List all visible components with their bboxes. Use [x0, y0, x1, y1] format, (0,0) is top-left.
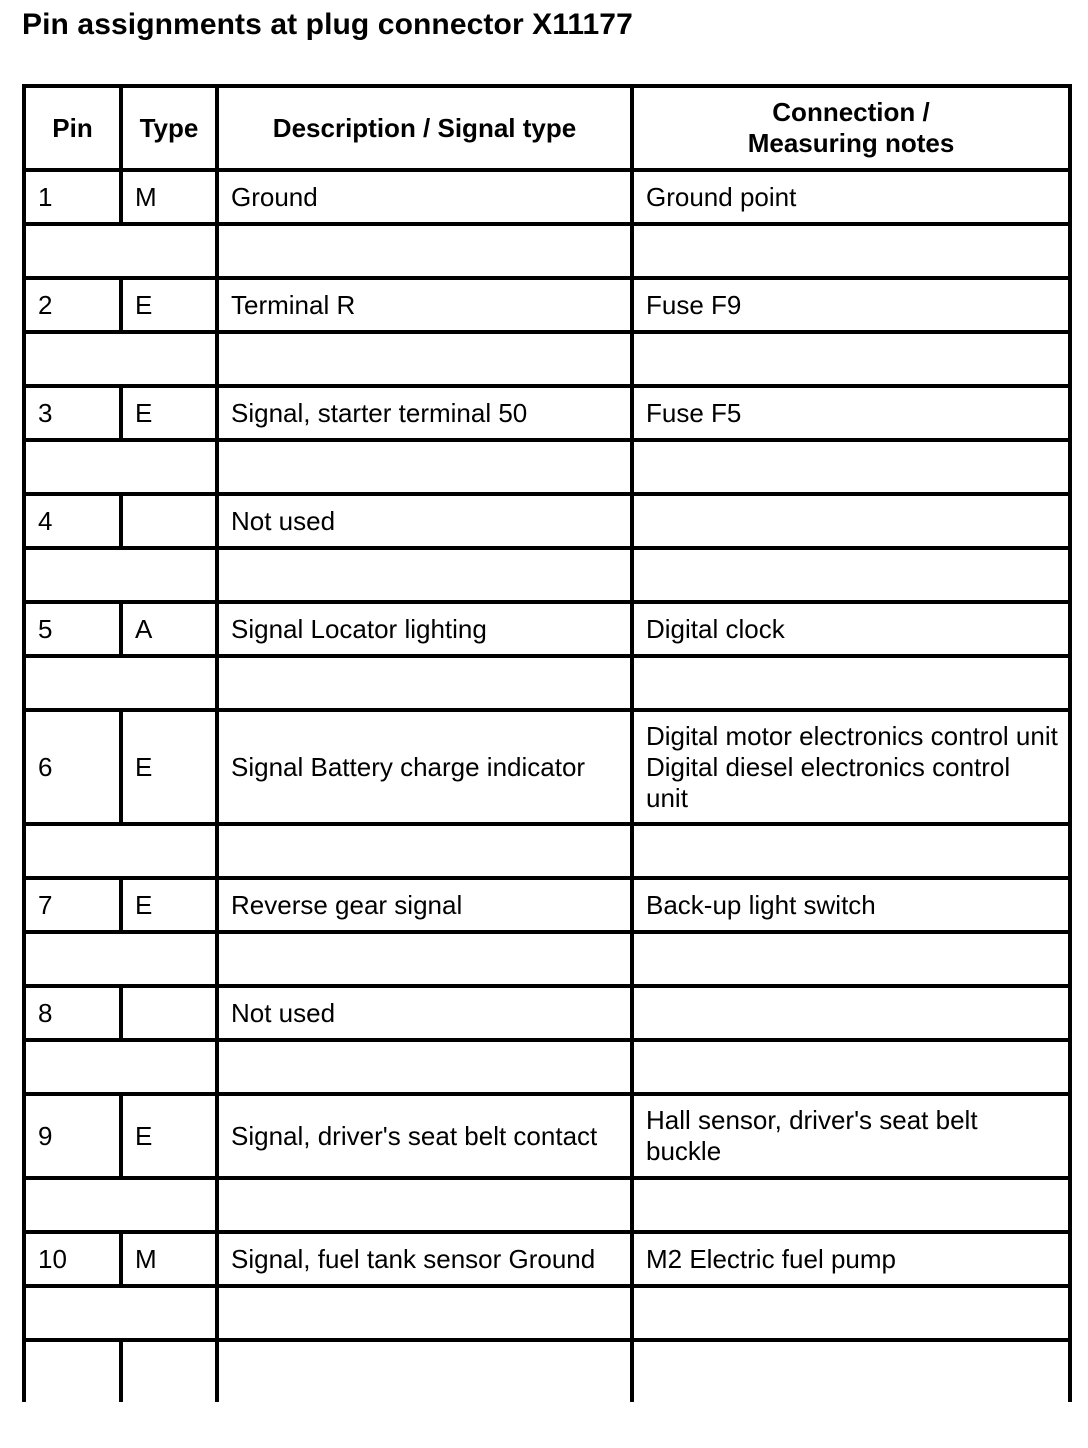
table-row	[24, 386, 1070, 440]
description-cell: Reverse gear signal	[217, 878, 632, 932]
pin-cell: 1	[24, 170, 121, 224]
spacer-cell	[632, 332, 1070, 386]
spacer-cell	[24, 932, 217, 986]
pin-cell: 5	[24, 602, 121, 656]
spacer-row	[24, 440, 1070, 494]
connection-cell: Digital clock	[632, 602, 1070, 656]
spacer-cell	[632, 656, 1070, 710]
spacer-cell	[632, 1178, 1070, 1232]
table-row	[24, 1094, 1070, 1178]
type-cell: M	[121, 1232, 217, 1286]
pin-cell: 3	[24, 386, 121, 440]
spacer-cell	[24, 1178, 217, 1232]
description-cell: Signal Battery charge indicator	[217, 710, 632, 824]
pin-cell: 4	[24, 494, 121, 548]
connection-cell: Hall sensor, driver's seat belt buckle	[632, 1094, 1070, 1178]
pin-cell: 8	[24, 986, 121, 1040]
spacer-cell	[217, 1040, 632, 1094]
table-row	[24, 986, 1070, 1040]
spacer-cell	[24, 224, 217, 278]
pin-cell: 2	[24, 278, 121, 332]
spacer-cell	[217, 440, 632, 494]
spacer-row	[24, 932, 1070, 986]
spacer-cell	[217, 332, 632, 386]
spacer-cell	[217, 932, 632, 986]
spacer-cell	[632, 932, 1070, 986]
table-row	[24, 710, 1070, 824]
type-cell: A	[121, 602, 217, 656]
spacer-cell	[217, 824, 632, 878]
connection-cell: Fuse F5	[632, 386, 1070, 440]
description-cell: Not used	[217, 986, 632, 1040]
table-row	[24, 1232, 1070, 1286]
spacer-cell	[632, 824, 1070, 878]
connection-cell: Fuse F9	[632, 278, 1070, 332]
spacer-cell	[24, 440, 217, 494]
spacer-cell	[632, 1286, 1070, 1340]
spacer-row	[24, 1040, 1070, 1094]
spacer-row	[24, 824, 1070, 878]
spacer-cell	[24, 332, 217, 386]
pin-cell: 10	[24, 1232, 121, 1286]
spacer-cell	[24, 656, 217, 710]
spacer-cell	[217, 548, 632, 602]
connection-cell: Digital motor electronics control unit Digital diesel electronics control unit	[632, 710, 1070, 824]
spacer-row	[24, 224, 1070, 278]
spacer-cell	[217, 1286, 632, 1340]
table-row	[24, 170, 1070, 224]
type-cell: E	[121, 710, 217, 824]
description-cell: Terminal R	[217, 278, 632, 332]
pin-assignment-table	[22, 84, 1072, 1402]
spacer-cell	[632, 1040, 1070, 1094]
table-row-cut-off	[24, 1340, 1070, 1402]
description-cell	[217, 1340, 632, 1402]
spacer-row	[24, 1286, 1070, 1340]
spacer-cell	[24, 548, 217, 602]
header-connection	[632, 86, 1070, 170]
spacer-row	[24, 332, 1070, 386]
description-cell: Not used	[217, 494, 632, 548]
description-cell: Signal, fuel tank sensor Ground	[217, 1232, 632, 1286]
type-cell	[121, 494, 217, 548]
type-cell: E	[121, 386, 217, 440]
pin-cell: 7	[24, 878, 121, 932]
pin-cell	[24, 1340, 121, 1402]
pin-cell: 6	[24, 710, 121, 824]
table-row	[24, 602, 1070, 656]
connection-cell: M2 Electric fuel pump	[632, 1232, 1070, 1286]
connection-cell	[632, 494, 1070, 548]
type-cell: E	[121, 278, 217, 332]
page-title: Pin assignments at plug connector X11177	[22, 8, 633, 41]
description-cell: Signal Locator lighting	[217, 602, 632, 656]
spacer-cell	[24, 1286, 217, 1340]
connection-cell	[632, 986, 1070, 1040]
spacer-row	[24, 1178, 1070, 1232]
spacer-cell	[632, 224, 1070, 278]
spacer-cell	[632, 548, 1070, 602]
spacer-row	[24, 656, 1070, 710]
header-connection-label: Connection / Measuring notes	[747, 97, 955, 158]
type-cell	[121, 1340, 217, 1402]
connection-cell: Ground point	[632, 170, 1070, 224]
type-cell: E	[121, 878, 217, 932]
spacer-row	[24, 548, 1070, 602]
pin-cell: 9	[24, 1094, 121, 1178]
description-cell: Signal, starter terminal 50	[217, 386, 632, 440]
table-row	[24, 494, 1070, 548]
connection-cell: Back-up light switch	[632, 878, 1070, 932]
type-cell: E	[121, 1094, 217, 1178]
spacer-cell	[632, 440, 1070, 494]
spacer-cell	[217, 656, 632, 710]
header-pin: Pin	[24, 86, 121, 170]
spacer-cell	[217, 224, 632, 278]
table-row	[24, 878, 1070, 932]
description-cell: Signal, driver's seat belt contact	[217, 1094, 632, 1178]
spacer-cell	[217, 1178, 632, 1232]
connection-cell	[632, 1340, 1070, 1402]
header-description: Description / Signal type	[217, 86, 632, 170]
type-cell: M	[121, 170, 217, 224]
spacer-cell	[24, 824, 217, 878]
table-header-row	[24, 86, 1070, 170]
description-cell: Ground	[217, 170, 632, 224]
table-row	[24, 278, 1070, 332]
type-cell	[121, 986, 217, 1040]
header-type: Type	[121, 86, 217, 170]
spacer-cell	[24, 1040, 217, 1094]
